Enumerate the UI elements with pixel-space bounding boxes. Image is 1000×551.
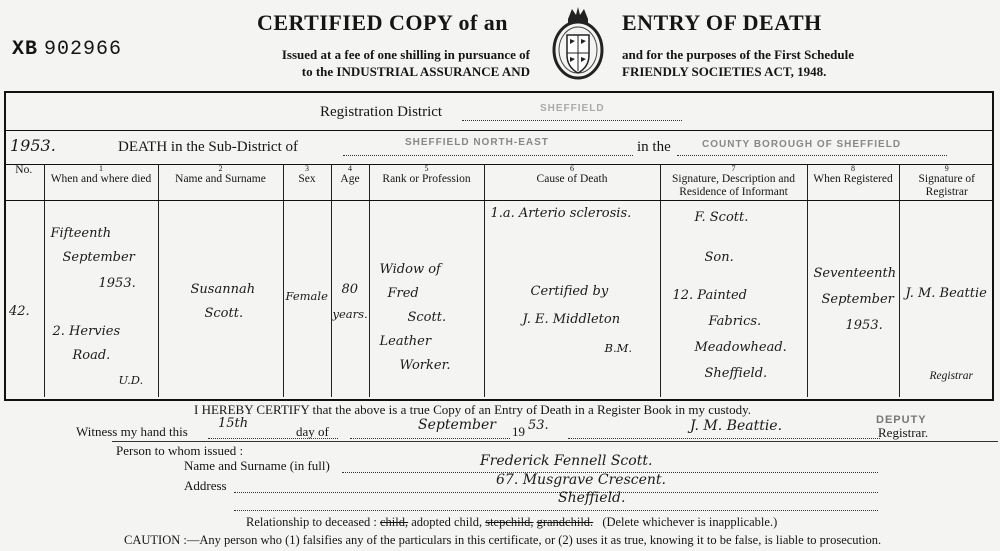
serial-number xyxy=(12,38,122,61)
cell-when-where xyxy=(44,201,158,398)
col-num: 4 xyxy=(348,164,352,173)
serial-value: 902966 xyxy=(44,38,123,61)
col-label: Signature of Registrar xyxy=(918,173,976,198)
entry-row xyxy=(4,201,994,398)
subdistrict-value: SHEFFIELD NORTH-EAST xyxy=(405,137,549,148)
name-full-label: Name and Surname (in full) xyxy=(184,458,330,473)
informant-signature: F. Scott. xyxy=(694,210,749,225)
deceased-first-name: Susannah xyxy=(190,282,256,297)
in-the-label: in the xyxy=(637,139,671,155)
address-dotted-line-1 xyxy=(234,491,878,493)
entry-no: 42. xyxy=(9,304,30,319)
col-num: 7 xyxy=(731,164,736,173)
witness-day: 15th xyxy=(218,416,249,431)
col-label: Sex xyxy=(298,173,316,185)
col-header-rank xyxy=(369,164,484,201)
deceased-age: 80 xyxy=(341,282,359,297)
registered-year: 1953. xyxy=(845,318,883,333)
certifying-signature: J. M. Beattie. xyxy=(690,418,783,434)
col-label: Cause of Death xyxy=(536,173,608,185)
lower-divider xyxy=(112,441,998,442)
entry-year: 1953. xyxy=(10,136,56,155)
doctor-qualification: B.M. xyxy=(604,341,633,355)
informant-address-4: Sheffield. xyxy=(704,366,768,381)
col-header-age xyxy=(331,164,369,201)
deceased-surname: Scott. xyxy=(204,306,244,321)
title-right: ENTRY OF DEATH xyxy=(622,10,822,35)
cell-informant xyxy=(660,201,807,398)
informant-description: Son. xyxy=(704,250,734,265)
rank-line-2: Fred xyxy=(387,286,419,301)
registration-district-value: SHEFFIELD xyxy=(540,103,605,114)
caution-notice: CAUTION :—Any person who (1) falsifies any of the particulars in this certificate, or (2) uses it as true, knowing it to be false, is liable to prosecution. xyxy=(124,533,882,547)
relationship-note: (Delete whichever is inapplicable.) xyxy=(602,515,778,529)
col-header-registered xyxy=(807,164,899,201)
col-num: 5 xyxy=(424,164,429,173)
registrar-signature: J. M. Beattie xyxy=(905,286,987,301)
county-value: COUNTY BOROUGH OF SHEFFIELD xyxy=(702,139,902,150)
death-place-line-3: U.D. xyxy=(118,373,144,387)
subdistrict-label: DEATH in the Sub-District of xyxy=(118,139,298,155)
person-issued-label: Person to whom issued : xyxy=(116,443,244,458)
col-label: When Registered xyxy=(813,173,893,185)
subtitle-right xyxy=(622,46,854,80)
cell-registered xyxy=(807,201,899,398)
certified-by: Certified by xyxy=(530,284,609,299)
subtitle-left-line-2: to the INDUSTRIAL ASSURANCE AND xyxy=(301,64,530,79)
issued-name-value: Frederick Fennell Scott. xyxy=(480,453,653,469)
relationship-line xyxy=(246,515,777,530)
col-label: Age xyxy=(340,173,360,185)
cell-registrar xyxy=(899,201,994,398)
col-label: Rank or Profession xyxy=(382,173,471,185)
witness-year: 53. xyxy=(528,418,549,433)
registered-month: September xyxy=(821,292,894,307)
serial-prefix: XB xyxy=(12,38,39,61)
register-table xyxy=(4,164,994,397)
informant-address-3: Meadowhead. xyxy=(694,340,787,355)
col-header-informant xyxy=(660,164,807,201)
subtitle-right-line-2: FRIENDLY SOCIETIES ACT, 1948. xyxy=(622,64,827,79)
certifying-doctor: J. E. Middleton xyxy=(522,312,621,327)
col-num: 3 xyxy=(305,164,309,173)
title-left: CERTIFIED COPY of an xyxy=(257,10,509,35)
col-num: 6 xyxy=(570,164,574,173)
col-label: Signature, Description and Residence of Informant xyxy=(672,173,795,198)
address-dotted-line-2 xyxy=(234,509,878,511)
issued-address-1: 67. Musgrave Crescent. xyxy=(496,472,666,488)
cell-sex xyxy=(283,201,331,398)
col-header-sex xyxy=(283,164,331,201)
subtitle-right-line-1: and for the purposes of the First Schedule xyxy=(622,47,854,62)
deceased-sex: Female xyxy=(285,289,328,303)
death-date-year: 1953. xyxy=(98,276,136,291)
col-header-when-where xyxy=(44,164,158,201)
col-header-name xyxy=(158,164,283,201)
subdistrict-dotted-line xyxy=(343,154,633,156)
col-num: 2 xyxy=(218,164,223,173)
col-num: 8 xyxy=(851,164,855,173)
county-dotted-line xyxy=(677,154,947,156)
subtitle-left-line-1: Issued at a fee of one shilling in pursuance of xyxy=(281,47,530,62)
death-place-line-2: Road. xyxy=(72,348,111,363)
relationship-label: Relationship to deceased : xyxy=(246,515,377,529)
informant-address-2: Fabrics. xyxy=(708,314,762,329)
relationship-child: child, xyxy=(380,515,409,529)
deceased-age-unit: years. xyxy=(332,307,368,321)
witness-month: September xyxy=(418,417,496,433)
witness-year-prefix: 19 xyxy=(512,424,525,439)
col-label: When and where died xyxy=(50,173,152,185)
witness-label: Witness my hand this xyxy=(76,424,188,439)
subtitle-left xyxy=(225,46,530,80)
signature-dotted-line xyxy=(568,437,880,439)
death-place-line-1: 2. Hervies xyxy=(52,324,121,339)
royal-crest-icon xyxy=(550,3,606,83)
col-header-no xyxy=(4,164,44,201)
cause-line-1: 1.a. Arterio sclerosis. xyxy=(490,206,632,221)
cell-name xyxy=(158,201,283,398)
col-header-cause xyxy=(484,164,660,201)
cell-rank xyxy=(369,201,484,398)
death-date-day: Fifteenth xyxy=(50,226,112,241)
registration-district-label: Registration District xyxy=(320,104,443,120)
rank-line-4: Leather xyxy=(379,334,432,349)
col-header-registrar xyxy=(899,164,994,201)
issued-address-2: Sheffield. xyxy=(558,490,626,506)
relationship-adopted: adopted child, xyxy=(411,515,483,529)
cell-no xyxy=(4,201,44,398)
cell-age xyxy=(331,201,369,398)
relationship-stepchild: stepchild, xyxy=(485,515,534,529)
address-label: Address xyxy=(184,478,227,493)
col-label: No. xyxy=(15,164,33,176)
cell-cause xyxy=(484,201,660,398)
certify-statement: I HEREBY CERTIFY that the above is a true Copy of an Entry of Death in a Register Book in my custody. xyxy=(194,402,752,417)
relationship-grandchild: grandchild. xyxy=(536,515,594,529)
death-date-month: September xyxy=(62,250,135,265)
deputy-stamp: DEPUTY xyxy=(876,414,927,426)
registered-day: Seventeenth xyxy=(813,266,897,281)
col-label: Name and Surname xyxy=(175,173,266,185)
day-of-label: day of xyxy=(296,424,329,439)
informant-address-1: 12. Painted xyxy=(672,288,747,303)
rank-line-3: Scott. xyxy=(407,310,447,325)
district-dotted-line xyxy=(462,119,682,121)
col-num: 1 xyxy=(99,164,103,173)
registrar-title: Registrar. xyxy=(878,425,929,440)
month-dotted-line xyxy=(350,437,510,439)
column-header-row xyxy=(4,164,994,201)
rank-line-5: Worker. xyxy=(399,358,451,373)
rank-line-1: Widow of xyxy=(379,262,441,277)
col-num: 9 xyxy=(944,164,949,173)
registrar-label: Registrar xyxy=(929,370,973,382)
